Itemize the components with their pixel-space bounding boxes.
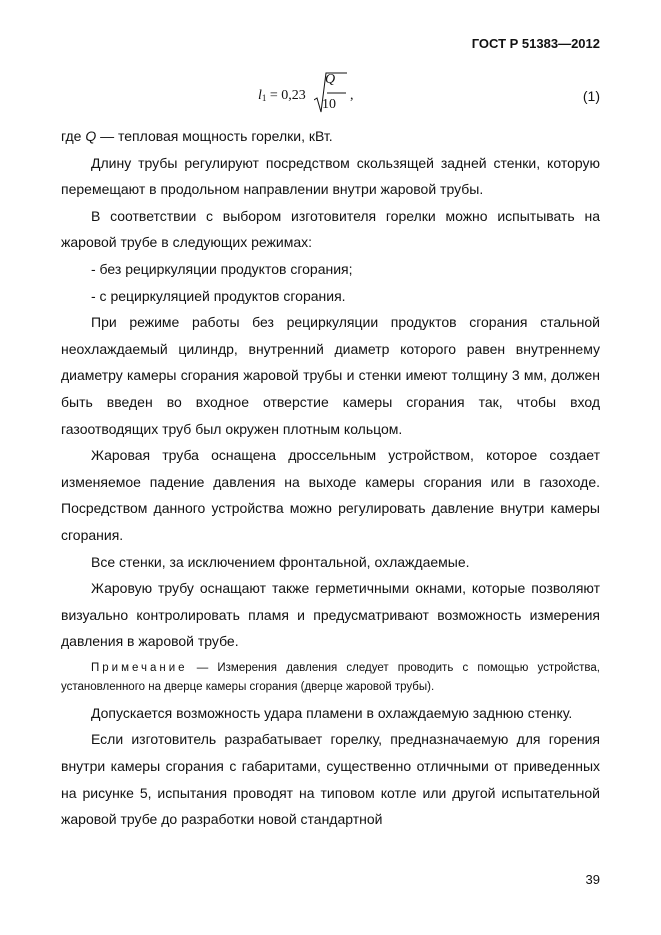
paragraph: При режиме работы без рециркуляции продуктов сгорания стальной неохлаждаемый цилиндр, внутренний диаметр которого равен внутреннему диаметру камеры сгорания жаровой трубы и стенки имеют толщину 3 мм, должен быть введен во входное отверстие камеры сгорания так, чтобы вход газоотводящих труб был окружен плотным кольцом. [61,314,600,437]
paragraph: Все стенки, за исключением фронтальной, охлаждаемые. [91,553,470,570]
document-body [61,123,600,833]
note [61,659,600,697]
formula-subscript: 1 [261,93,267,103]
list-item: - без рециркуляции продуктов сгорания; [91,260,353,277]
formula-symbol-l: l [258,88,262,103]
paragraph: Длину трубы регулируют посредством скользящей задней стенки, которую перемещают в продольном направлении внутри жаровой трубы. [61,154,600,198]
symbol-q: Q [85,128,97,144]
formula-denominator: 10 [322,97,336,112]
document-header: ГОСТ Р 51383—2012 [471,36,600,51]
formula-comma: , [350,88,354,103]
formula-coefficient: = 0,23 [266,88,306,103]
paragraph: Жаровую трубу оснащают также герметичными окнами, которые позволяют визуально контролировать пламя и предусматривают возможность измерения давления в жаровой трубе. [61,580,600,650]
where-line: где Q — тепловая мощность горелки, кВт. [61,128,333,144]
paragraph: В соответствии с выбором изготовителя горелки можно испытывать на жаровой трубе в следующих режимах: [61,207,600,251]
paragraph: Допускается возможность удара пламени в охлаждаемую заднюю стенку. [91,704,573,721]
list-item: - с рециркуляцией продуктов сгорания. [91,287,346,304]
paragraph: Жаровая труба оснащена дроссельным устройством, которое создает изменяемое падение давления на выходе камеры сгорания или в газоходе. Посредством данного устройства можно регулировать давление внутри камеры сгорания. [61,447,600,543]
equation-number: (1) [582,88,600,104]
note-text: — Измерения давления следует проводить с помощью устройства, установленного на дверце камеры сгорания (дверце жаровой трубы). [61,661,600,693]
page-number: 39 [585,872,600,887]
formula-numerator: Q [325,72,336,87]
note-label: Примечание [91,661,188,674]
formula-lhs [258,88,306,104]
paragraph: Если изготовитель разрабатывает горелку, предназначаемую для горения внутри камеры сгорания с габаритами, существенно отличными от приведенных на рисунке 5, испытания проводят на типовом котле или другой испытательной жаровой трубе до разработки новой стандартной [61,731,600,828]
